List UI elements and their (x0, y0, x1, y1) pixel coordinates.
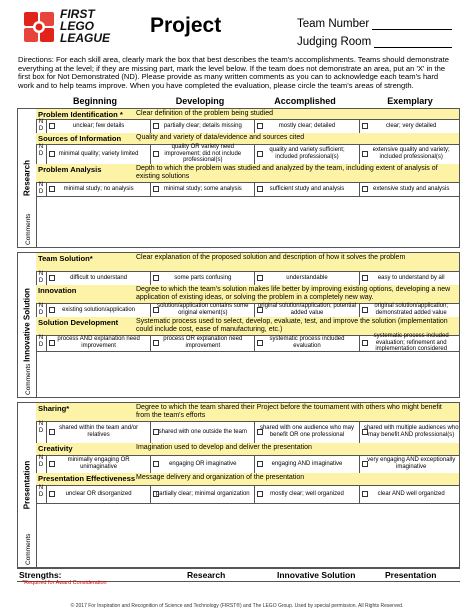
page-title: Project (150, 14, 222, 37)
level-text: extensive study and analysis (372, 185, 450, 192)
level-text: easy to understand by all (377, 274, 445, 281)
level-text: engaging OR imaginative (169, 460, 237, 467)
criterion-description: Message delivery and organization of the presentation (136, 474, 305, 481)
level-cell-accomplished[interactable] (254, 182, 358, 196)
level-cell-developing[interactable] (150, 119, 254, 133)
level-cell-accomplished[interactable] (254, 421, 358, 443)
level-cell-beginning[interactable] (46, 271, 150, 285)
not-demonstrated-box[interactable]: N D (36, 271, 47, 285)
checkbox-icon[interactable] (49, 123, 55, 129)
criterion-header (36, 285, 459, 304)
checkbox-icon[interactable] (153, 340, 159, 346)
criterion-levels (46, 485, 459, 503)
level-text: extensive quality and variety; included professional(s) (372, 147, 450, 160)
criterion-description: Degree to which the team shared their Project before the tournament with others who might benefit from the team's efforts (136, 404, 442, 419)
checkbox-icon[interactable] (153, 151, 159, 157)
comments-area[interactable] (25, 196, 459, 247)
level-text: clear; very detailed (386, 122, 437, 129)
checkbox-icon[interactable] (362, 186, 368, 192)
checkbox-icon[interactable] (153, 429, 159, 435)
level-cell-exemplary[interactable] (359, 421, 463, 443)
checkbox-icon[interactable] (257, 186, 263, 192)
criterion-levels (46, 421, 459, 443)
criterion (36, 443, 459, 474)
checkbox-icon[interactable] (49, 186, 55, 192)
level-cell-exemplary[interactable] (359, 485, 463, 503)
criterion (36, 403, 459, 444)
level-text: quality and variety sufficient; included professional(s) (269, 147, 345, 160)
criterion-description: Imagination used to develop and deliver the presentation (136, 444, 312, 451)
level-cell-developing[interactable] (150, 335, 254, 351)
level-text: partially clear; details missing (163, 122, 242, 129)
level-text: very engaging AND exceptionally imaginative (367, 457, 456, 470)
checkbox-icon[interactable] (257, 151, 263, 157)
criterion-name: Sharing* (38, 404, 70, 413)
not-demonstrated-box[interactable]: N D (36, 144, 47, 164)
checkbox-icon[interactable] (257, 307, 263, 313)
level-cell-developing[interactable] (150, 455, 254, 473)
level-cell-exemplary[interactable] (359, 144, 463, 164)
logo-first: FIRST (60, 7, 95, 21)
checkbox-icon[interactable] (362, 340, 368, 346)
level-cell-developing[interactable] (150, 485, 254, 503)
level-cell-developing[interactable] (150, 271, 254, 285)
criterion-description: Clear definition of the problem being studied (136, 110, 273, 117)
section-label: Innovative Solution (22, 288, 32, 362)
section-presentation (17, 402, 460, 568)
level-text: shared with one outside the team (158, 428, 247, 435)
criterion (36, 164, 459, 197)
team-number-label: Team Number (297, 18, 370, 30)
level-text: shared within the team and/or relatives (59, 425, 139, 438)
not-demonstrated-box[interactable]: N D (36, 303, 47, 317)
team-number-blank[interactable] (372, 18, 452, 30)
directions-text: Directions: For each skill area, clearly mark the box that best describes the team's accomplishments. Teams should demonstrate everything at the level; if they are missing part, mark the level below. If the team does not demonstrate an area, put an 'X' in the first box for Not Demonstrated (ND). Please provide as many written comments as you can to acknowledge each team's hard work and to help teams improve. When you have completed the evaluation, please circle the team's areas of strength. (18, 55, 449, 90)
level-text: process OR explanation need improvement (163, 336, 243, 349)
level-text: shared with one audience who may benefit OR one professional (259, 425, 355, 438)
level-cell-exemplary[interactable] (359, 119, 463, 133)
checkbox-icon[interactable] (49, 340, 55, 346)
not-demonstrated-box[interactable]: N D (36, 485, 47, 503)
level-text: process AND explanation need improvement (57, 336, 140, 349)
criterion (36, 317, 459, 352)
level-cell-exemplary[interactable] (359, 182, 463, 196)
checkbox-icon[interactable] (362, 461, 368, 467)
level-cell-developing[interactable] (150, 303, 254, 317)
level-text: minimal study; no analysis (63, 185, 134, 192)
criterion-name: Solution Development (38, 318, 119, 327)
criterion-levels (46, 182, 459, 196)
level-text: quality OR variety need improvement; did not include professional(s) (164, 143, 242, 164)
criterion (36, 109, 459, 134)
level-cell-accomplished[interactable] (254, 485, 358, 503)
level-cell-accomplished[interactable] (254, 455, 358, 473)
not-demonstrated-box[interactable]: N D (36, 119, 47, 133)
comments-area[interactable] (25, 351, 459, 397)
checkbox-icon[interactable] (49, 275, 55, 281)
criterion-name: Sources of Information (38, 134, 122, 143)
criterion-levels (46, 119, 459, 133)
criterion-header (36, 403, 459, 422)
checkbox-icon[interactable] (257, 491, 263, 497)
level-text: existing solution/application (62, 306, 136, 313)
checkbox-icon[interactable] (362, 275, 368, 281)
criterion-name: Presentation Effectiveness (38, 474, 136, 483)
judging-room-blank[interactable] (374, 36, 452, 48)
checkbox-icon[interactable] (362, 151, 368, 157)
level-cell-beginning[interactable] (46, 119, 150, 133)
logo-wordmark (60, 8, 110, 44)
level-text: unclear; few details (72, 122, 125, 129)
criterion-name: Problem Analysis (38, 165, 102, 174)
level-cell-accomplished[interactable] (254, 335, 358, 351)
not-demonstrated-box[interactable]: N D (36, 182, 47, 196)
comments-label: Comments (25, 533, 32, 565)
judging-room-field (297, 36, 452, 48)
level-text: minimally engaging OR unimaginative (67, 457, 130, 470)
criterion-name: Innovation (38, 286, 77, 295)
level-cell-exemplary[interactable] (359, 332, 463, 353)
team-number-field (297, 18, 452, 30)
checkbox-icon[interactable] (257, 340, 263, 346)
level-cell-beginning[interactable] (46, 455, 150, 473)
criterion (36, 133, 459, 165)
criterion-description: Depth to which the problem was studied and analyzed by the team, including extent of analysis of existing solutions (136, 165, 438, 180)
column-header-accomplished: Accomplished (274, 96, 336, 106)
level-text: mostly clear; well organized (270, 490, 344, 497)
criterion (36, 285, 459, 318)
level-text: engaging AND imaginative (271, 460, 343, 467)
checkbox-icon[interactable] (362, 429, 368, 435)
level-text: minimal quality; variety limited (58, 150, 139, 157)
checkbox-icon[interactable] (153, 275, 159, 281)
criterion-description: Systematic process used to select, develop, evaluate, test, and improve the solution (implementation could include cost, ease of manufacturing, etc.) (136, 318, 448, 333)
level-text: solution/application contains some original element(s) (157, 303, 249, 316)
not-demonstrated-box[interactable]: N D (36, 421, 47, 443)
checkbox-icon[interactable] (153, 307, 159, 313)
not-demonstrated-box[interactable]: N D (36, 335, 47, 351)
level-text: minimal study; some analysis (163, 185, 242, 192)
checkbox-icon[interactable] (153, 123, 159, 129)
level-cell-exemplary[interactable] (359, 455, 463, 473)
logo-lego: LEGO (60, 19, 95, 33)
criterion-header (36, 164, 459, 183)
criterion-levels (46, 144, 459, 164)
footer-copyright: © 2017 For Inspiration and Recognition of Science and Technology (FIRST®) and The LEGO Group. Used by special permission. All Rights Reserved. (70, 603, 404, 609)
level-text: mostly clear; detailed (278, 122, 336, 129)
level-cell-accomplished[interactable] (254, 119, 358, 133)
logo-league: LEAGUE (60, 31, 111, 45)
level-text: shared with multiple audiences who may benefit AND professional(s) (363, 425, 459, 438)
column-header-beginning: Beginning (73, 96, 117, 106)
level-cell-developing[interactable] (150, 421, 254, 443)
checkbox-icon[interactable] (49, 151, 55, 157)
criterion-name: Creativity (38, 444, 73, 453)
level-cell-developing[interactable] (150, 144, 254, 164)
criterion (36, 473, 459, 504)
criterion-name: Problem Identification * (38, 110, 123, 119)
level-text: systematic process included evaluation (269, 336, 345, 349)
level-cell-beginning[interactable] (46, 303, 150, 317)
checkbox-icon[interactable] (362, 307, 368, 313)
checkbox-icon[interactable] (49, 491, 55, 497)
section-label: Research (22, 159, 32, 197)
level-text: original solution/application; potential added value (257, 303, 357, 316)
checkbox-icon[interactable] (257, 461, 263, 467)
level-cell-exemplary[interactable] (359, 303, 463, 317)
criterion-description: Clear explanation of the proposed solution and description of how it solves the problem (136, 254, 406, 261)
level-cell-beginning[interactable] (46, 421, 150, 443)
checkbox-icon[interactable] (49, 307, 55, 313)
level-cell-beginning[interactable] (46, 144, 150, 164)
level-text: original solution/application; demonstrated added value (374, 303, 449, 316)
checkbox-icon[interactable] (153, 491, 159, 497)
checkbox-icon[interactable] (257, 275, 263, 281)
criterion-levels (46, 303, 459, 317)
level-text: systematic process included evaluation; refinement and implementation considered (373, 332, 449, 353)
section-research (17, 108, 460, 248)
criterion-name: Team Solution* (38, 254, 93, 263)
strength-research[interactable]: Research (187, 570, 226, 580)
checkbox-icon[interactable] (362, 491, 368, 497)
level-text: difficult to understand (70, 274, 128, 281)
level-cell-beginning[interactable] (46, 182, 150, 196)
comments-label: Comments (25, 363, 32, 395)
level-text: sufficient study and analysis (269, 185, 345, 192)
column-header-exemplary: Exemplary (387, 96, 433, 106)
level-cell-accomplished[interactable] (254, 144, 358, 164)
judging-room-label: Judging Room (297, 36, 372, 48)
criterion-description: Degree to which the team's solution makes life better by improving existing options, developing a new application of existing ideas, or solving the problem in a completely new way. (136, 286, 451, 301)
strength-presentation[interactable]: Presentation (385, 570, 437, 580)
level-cell-accomplished[interactable] (254, 271, 358, 285)
section-label: Presentation (22, 460, 32, 510)
criterion (36, 253, 459, 286)
required-note: *Required for Award Consideration (22, 580, 107, 586)
level-cell-beginning[interactable] (46, 335, 150, 351)
criterion-levels (46, 332, 459, 353)
level-text: unclear OR disorganized (65, 490, 132, 497)
level-cell-exemplary[interactable] (359, 271, 463, 285)
level-text: partially clear; minimal organization (155, 490, 250, 497)
section-innovative-solution (17, 252, 460, 398)
checkbox-icon[interactable] (257, 429, 263, 435)
criterion-levels (46, 271, 459, 285)
checkbox-icon[interactable] (362, 123, 368, 129)
level-text: understandable (286, 274, 328, 281)
criterion-levels (46, 455, 459, 473)
checkbox-icon[interactable] (49, 429, 55, 435)
checkbox-icon[interactable] (153, 461, 159, 467)
comments-area[interactable] (25, 503, 459, 567)
column-header-developing: Developing (175, 96, 225, 106)
criterion-header (36, 253, 459, 272)
strength-innovative[interactable]: Innovative Solution (277, 570, 356, 580)
checkbox-icon[interactable] (49, 461, 55, 467)
checkbox-icon[interactable] (257, 123, 263, 129)
checkbox-icon[interactable] (153, 186, 159, 192)
level-text: some parts confusing (174, 274, 232, 281)
level-text: clear AND well organized (377, 490, 445, 497)
level-cell-accomplished[interactable] (254, 303, 358, 317)
level-cell-beginning[interactable] (46, 485, 150, 503)
comments-label: Comments (25, 213, 32, 245)
level-cell-developing[interactable] (150, 182, 254, 196)
criterion-description: Quality and variety of data/evidence and sources cited (136, 134, 305, 141)
strengths-label: Strengths: (19, 570, 62, 580)
not-demonstrated-box[interactable]: N D (36, 455, 47, 473)
